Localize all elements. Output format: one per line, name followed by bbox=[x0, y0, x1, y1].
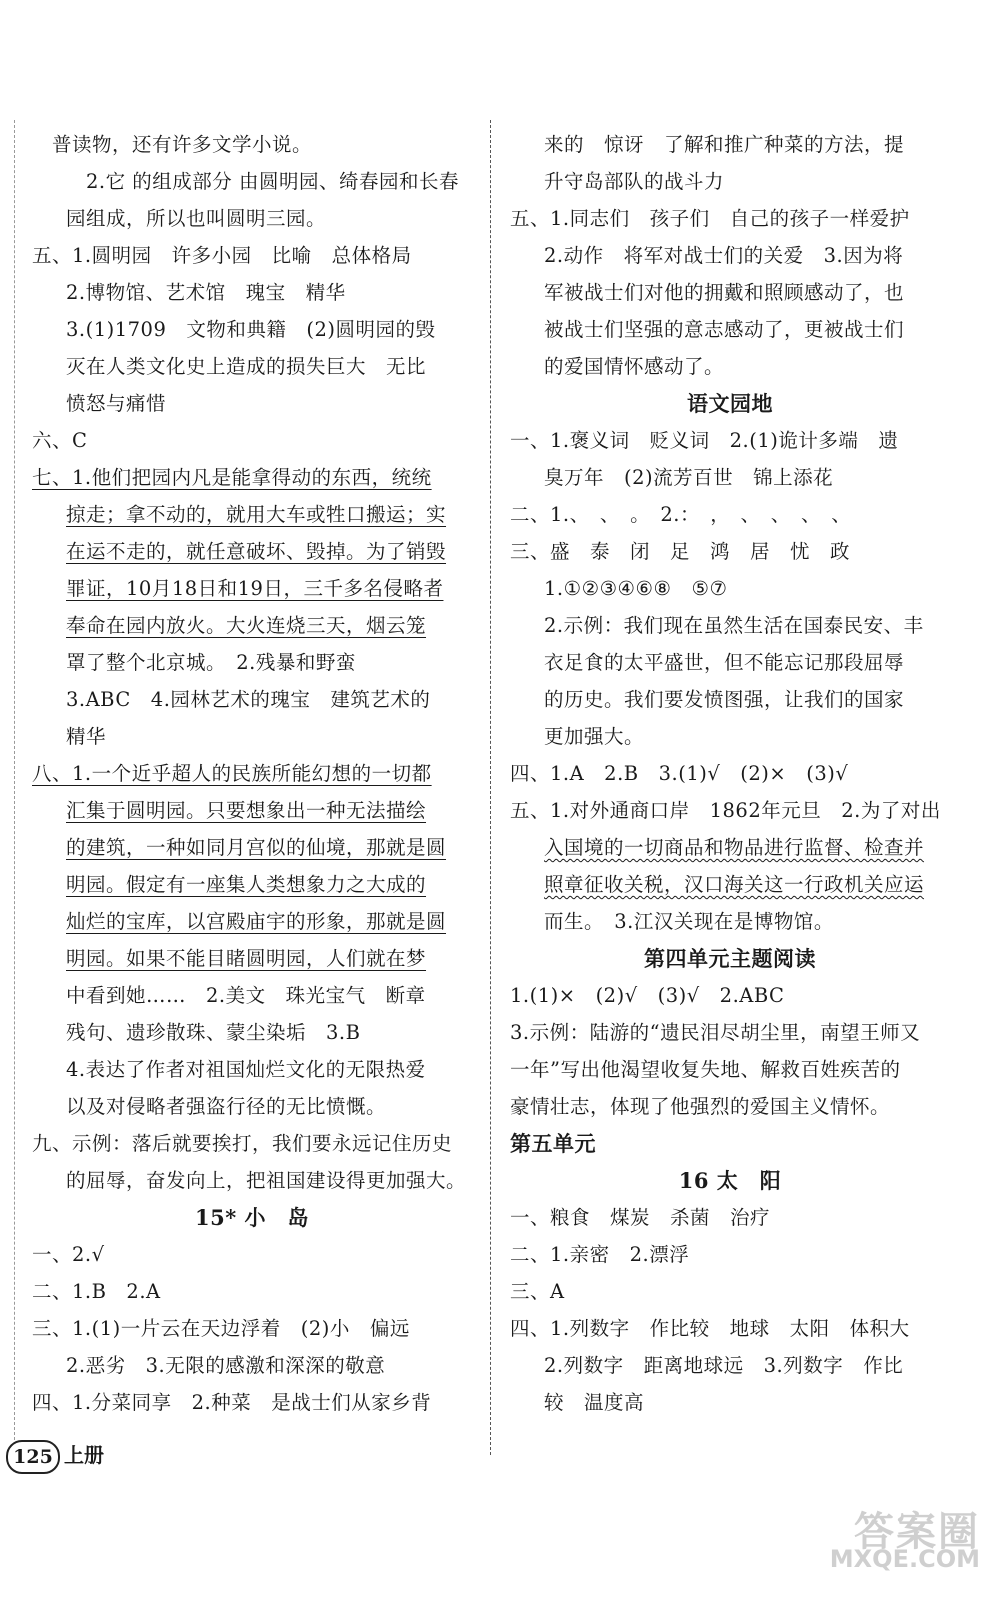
right-line-32: 四、1.列数字 作比较 地球 太阳 体积大 bbox=[510, 1317, 910, 1340]
right-line-30: 二、1.亲密 2.漂浮 bbox=[510, 1243, 690, 1266]
left-line-30: 一、2.√ bbox=[32, 1243, 105, 1266]
right-line-33: 2.列数字 距离地球远 3.列数字 作比 bbox=[544, 1354, 904, 1377]
left-line-24: 残句、遗珍散珠、蒙尘染垢 3.B bbox=[66, 1021, 361, 1044]
left-line-28: 的屈辱，奋发向上，把祖国建设得更加强大。 bbox=[66, 1169, 467, 1192]
right-line-7: 语文园地 bbox=[687, 391, 773, 416]
left-line-10: 掠走；拿不动的，就用大车或牲口搬运；实 bbox=[66, 503, 447, 526]
right-line-12: 1.①②③④⑥⑧ ⑤⑦ bbox=[544, 577, 728, 600]
left-line-14: 罩了整个北京城。 2.残暴和野蛮 bbox=[66, 651, 356, 674]
left-line-19: 的建筑，一种如同月宫似的仙境，那就是圆 bbox=[66, 836, 447, 859]
right-line-5: 被战士们坚强的意志感动了，更被战士们 bbox=[544, 318, 905, 341]
left-line-3: 五、1.圆明园 许多小园 比喻 总体格局 bbox=[32, 244, 412, 267]
left-line-5: 3.(1)1709 文物和典籍 (2)圆明园的毁 bbox=[66, 318, 436, 341]
right-line-14: 衣足食的太平盛世，但不能忘记那段屈辱 bbox=[544, 651, 905, 674]
right-line-23: 1.(1)× (2)√ (3)√ 2.ABC bbox=[510, 984, 785, 1007]
left-line-0: 普读物，还有许多文学小说。 bbox=[32, 133, 313, 156]
left-line-4: 2.博物馆、艺术馆 瑰宝 精华 bbox=[66, 281, 346, 304]
right-line-1: 升守岛部队的战斗力 bbox=[544, 170, 725, 193]
left-line-20: 明园。假定有一座集人类想象力之大成的 bbox=[66, 873, 427, 896]
right-line-25: 一年”写出他渴望收复失地、解救百姓疾苦的 bbox=[510, 1058, 901, 1081]
left-line-31: 二、1.B 2.A bbox=[32, 1280, 161, 1303]
right-line-16: 更加强大。 bbox=[544, 725, 645, 748]
left-line-25: 4.表达了作者对祖国灿烂文化的无限热爱 bbox=[66, 1058, 426, 1081]
right-line-8: 一、1.褒义词 贬义词 2.(1)诡计多端 遗 bbox=[510, 429, 899, 452]
left-column bbox=[32, 126, 472, 1421]
right-line-27: 第五单元 bbox=[510, 1131, 596, 1156]
right-line-28: 16 太 阳 bbox=[678, 1168, 782, 1193]
left-line-11: 在运不走的，就任意破坏、毁掉。为了销毁 bbox=[66, 540, 447, 563]
right-line-20: 照章征收关税，汉口海关这一行政机关应运 bbox=[544, 873, 925, 896]
right-line-24: 3.示例：陆游的“遗民泪尽胡尘里，南望王师又 bbox=[510, 1021, 921, 1044]
left-line-21: 灿烂的宝库，以宫殿庙宇的形象，那就是圆 bbox=[66, 910, 447, 933]
left-line-8: 六、C bbox=[32, 429, 88, 452]
left-line-7: 愤怒与痛惜 bbox=[66, 392, 167, 415]
left-margin-dashed-line bbox=[14, 120, 15, 1455]
left-line-13: 奉命在园内放火。大火连烧三天，烟云笼 bbox=[66, 614, 427, 637]
right-line-9: 臭万年 (2)流芳百世 锦上添花 bbox=[544, 466, 834, 489]
right-line-13: 2.示例：我们现在虽然生活在国泰民安、丰 bbox=[544, 614, 924, 637]
left-line-9: 七、1.他们把园内凡是能拿得动的东西，统统 bbox=[32, 466, 432, 489]
left-line-34: 四、1.分菜同享 2.种菜 是战士们从家乡背 bbox=[32, 1391, 432, 1414]
left-line-12: 罪证，10月18日和19日，三千多名侵略者 bbox=[66, 577, 444, 600]
left-line-17: 八、1.一个近乎超人的民族所能幻想的一切都 bbox=[32, 762, 432, 785]
left-line-23: 中看到她…… 2.美文 珠光宝气 断章 bbox=[66, 984, 426, 1007]
right-line-19: 入国境的一切商品和物品进行监督、检查并 bbox=[544, 836, 925, 859]
left-line-18: 汇集于圆明园。只要想象出一种无法描绘 bbox=[66, 799, 427, 822]
volume-label: 上册 bbox=[64, 1443, 104, 1467]
right-line-22: 第四单元主题阅读 bbox=[644, 946, 816, 971]
right-line-34: 较 温度高 bbox=[544, 1391, 645, 1414]
left-line-1: 2.它 的组成部分 由圆明园、绮春园和长春 bbox=[66, 170, 460, 193]
right-line-3: 2.动作 将军对战士们的关爱 3.因为将 bbox=[544, 244, 904, 267]
right-line-29: 一、粮食 煤炭 杀菌 治疗 bbox=[510, 1206, 771, 1229]
watermark-url: MXQE.COM bbox=[829, 1545, 980, 1573]
left-line-15: 3.ABC 4.园林艺术的瑰宝 建筑艺术的 bbox=[66, 688, 431, 711]
right-line-10: 二、1.、 、 。 2.： ， 、 、 、 、 bbox=[510, 503, 852, 526]
column-divider bbox=[490, 120, 491, 1455]
right-line-17: 四、1.A 2.B 3.(1)√ (2)× (3)√ bbox=[510, 762, 849, 785]
right-line-4: 军被战士们对他的拥戴和照顾感动了，也 bbox=[544, 281, 905, 304]
left-line-2: 园组成，所以也叫圆明三园。 bbox=[66, 207, 327, 230]
right-line-21: 而生。 3.江汉关现在是博物馆。 bbox=[544, 910, 834, 933]
left-line-33: 2.恶劣 3.无限的感激和深深的敬意 bbox=[66, 1354, 386, 1377]
right-column bbox=[510, 126, 950, 1421]
left-line-6: 灭在人类文化史上造成的损失巨大 无比 bbox=[66, 355, 427, 378]
left-line-26: 以及对侵略者强盗行径的无比愤慨。 bbox=[66, 1095, 387, 1118]
right-line-0: 来的 惊讶 了解和推广种菜的方法，提 bbox=[544, 133, 905, 156]
left-line-32: 三、1.(1)一片云在天边浮着 (2)小 偏远 bbox=[32, 1317, 410, 1340]
watermark-logo: 答案圈 bbox=[854, 1509, 980, 1555]
left-line-22: 明园。如果不能目睹圆明园，人们就在梦 bbox=[66, 947, 427, 970]
right-line-15: 的历史。我们要发愤图强，让我们的国家 bbox=[544, 688, 905, 711]
right-line-18: 五、1.对外通商口岸 1862年元旦 2.为了对出 bbox=[510, 799, 941, 822]
right-line-2: 五、1.同志们 孩子们 自己的孩子一样爱护 bbox=[510, 207, 910, 230]
left-line-16: 精华 bbox=[66, 725, 107, 748]
left-line-29: 15* 小 岛 bbox=[194, 1205, 310, 1230]
left-line-27: 九、示例：落后就要挨打，我们要永远记住历史 bbox=[32, 1132, 453, 1155]
page-number: 125 bbox=[6, 1440, 60, 1474]
right-line-6: 的爱国情怀感动了。 bbox=[544, 355, 725, 378]
right-line-26: 豪情壮志，体现了他强烈的爱国主义情怀。 bbox=[510, 1095, 891, 1118]
right-line-11: 三、盛 泰 闭 足 鸿 居 忧 政 bbox=[510, 540, 851, 563]
right-line-31: 三、A bbox=[510, 1280, 565, 1303]
